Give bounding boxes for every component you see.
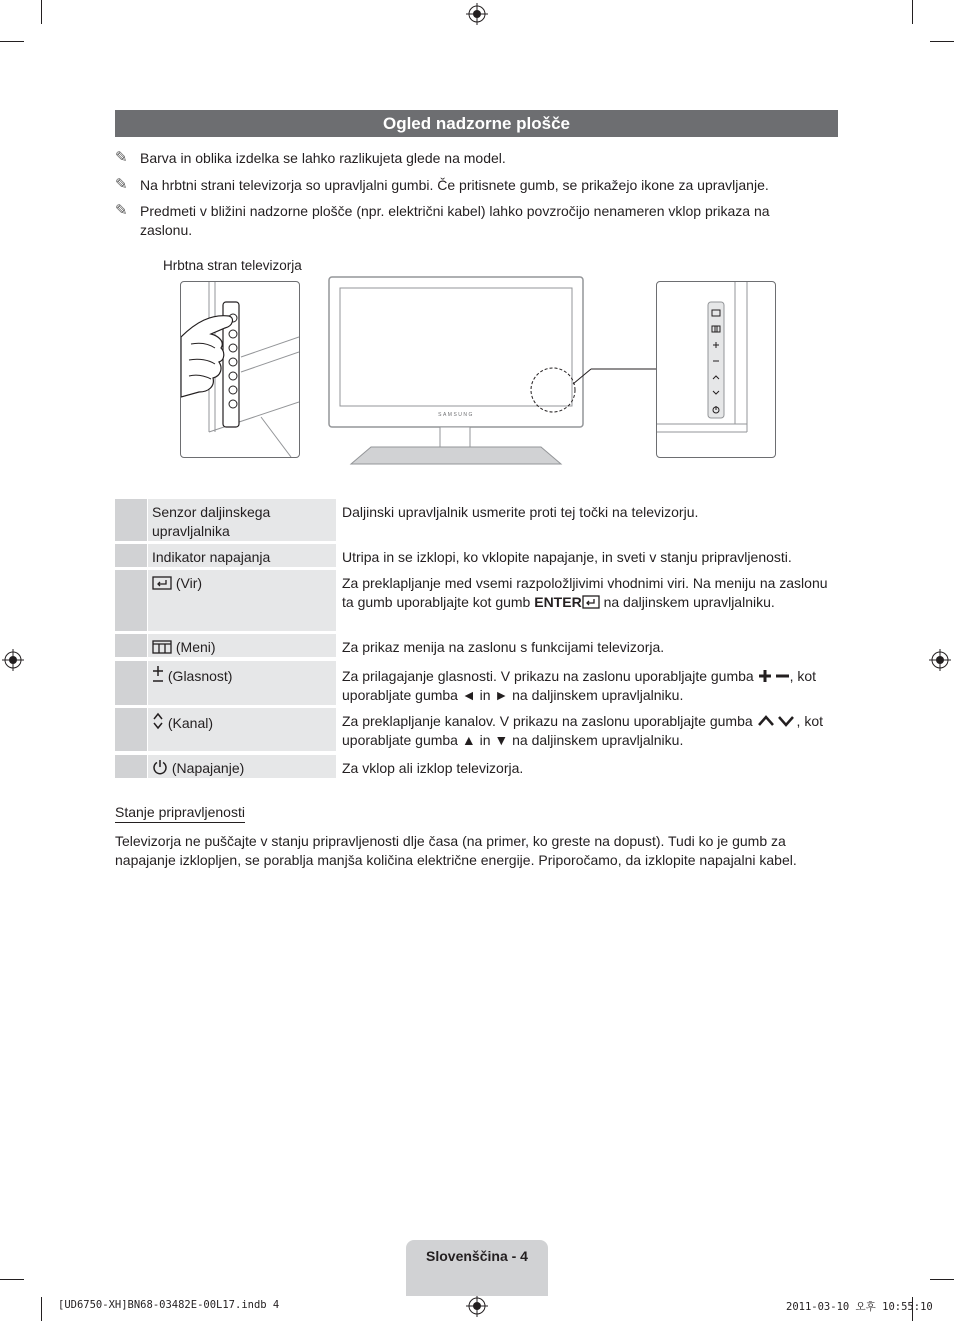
pencil-note-icon: ✎ [115,202,128,219]
table-item-name: (Napajanje) [148,755,336,778]
registration-mark-icon [466,3,488,25]
crop-mark [930,41,954,42]
table-item-name: Indikator napajanja [148,544,336,567]
menu-icon [152,640,172,654]
table-row [115,661,838,705]
up-down-icon [757,714,797,728]
note-item: ✎ Predmeti v bližini nadzorne plošče (npr. električni kabel) lahko povzročijo nenameren vklop prikaza na zaslonu. [115,202,770,238]
channel-icon [152,712,164,730]
table-item-name: (Vir) [148,570,336,631]
page-number-tab: Slovenščina - 4 [406,1240,548,1296]
table-item-desc: Za prikaz menija na zaslonu s funkcijami televizorja. [342,639,665,655]
enter-icon [582,595,600,609]
table-row [115,755,838,778]
table-item-name: (Meni) [148,634,336,657]
section-title: Ogled nadzorne plošče [115,110,838,137]
table-row [115,570,838,631]
table-row [115,634,838,657]
file-slug: [UD6750-XH]BN68-03482E-00L17.indb 4 [58,1299,280,1311]
crop-mark [41,1297,42,1321]
back-caption: Hrbtna stran televizorja [163,258,302,273]
table-item-desc: Za preklapljanje med vsemi razpoložljivimi vhodnimi viri. Na meniju na zaslonu ta gumb uporabljajte kot gumb ENTER na daljinskem upravljalniku. [342,575,828,610]
tv-brand-label: SAMSUNG [438,412,474,418]
table-row [115,708,838,751]
crop-mark [0,1279,24,1280]
table-item-desc: Daljinski upravljalnik usmerite proti tej točki na televizorju. [342,504,699,520]
print-timestamp: 2011-03-10 오후 10:55:10 [786,1301,933,1313]
table-item-desc: Za prilagajanje glasnosti. V prikazu na zaslonu uporabljajte gumba , kot uporabljate gumba ◄ in ► na daljinskem upravljalniku. [342,668,817,703]
power-icon [152,759,168,775]
crop-mark [912,0,913,24]
note-item: ✎ Na hrbtni strani televizorja so upravljalni gumbi. Če pritisnete gumb, se prikažejo ikone za upravljanje. [115,176,769,193]
crop-mark [930,1279,954,1280]
back-view-illustration [180,281,300,458]
table-row [115,544,838,567]
crop-mark [41,0,42,24]
standby-heading: Stanje pripravljenosti [115,804,245,823]
registration-mark-icon [929,649,951,671]
registration-mark-icon [466,1295,488,1317]
table-item-desc: Za preklapljanje kanalov. V prikazu na zaslonu uporabljajte gumba , kot uporabljate gumba ▲ in ▼ na daljinskem upravljalniku. [342,713,824,748]
table-item-name: Senzor daljinskega upravljalnika [148,499,336,541]
tv-front-illustration [326,274,662,468]
plus-minus-icon [758,669,790,683]
source-icon [152,576,172,590]
table-item-desc: Za vklop ali izklop televizorja. [342,760,524,776]
crop-mark [0,41,24,42]
pencil-note-icon: ✎ [115,149,128,166]
registration-mark-icon [2,649,24,671]
table-item-name: (Glasnost) [148,661,336,705]
volume-icon [152,665,164,683]
control-panel-zoom [656,281,776,458]
note-item: ✎ Barva in oblika izdelka se lahko razlikujeta glede na model. [115,149,506,166]
pencil-note-icon: ✎ [115,176,128,193]
table-item-desc: Utripa in se izklopi, ko vklopite napajanje, in sveti v stanju pripravljenosti. [342,549,792,565]
standby-text: Televizorja ne puščajte v stanju pripravljenosti dlje časa (na primer, ko greste na dopust). Tudi ko je gumb za napajanje izklopljen, se porablja manjša količina električne energije. Priporočamo, da izklopite napajalni kabel. [115,833,797,868]
table-item-name: (Kanal) [148,708,336,751]
table-row [115,499,838,541]
